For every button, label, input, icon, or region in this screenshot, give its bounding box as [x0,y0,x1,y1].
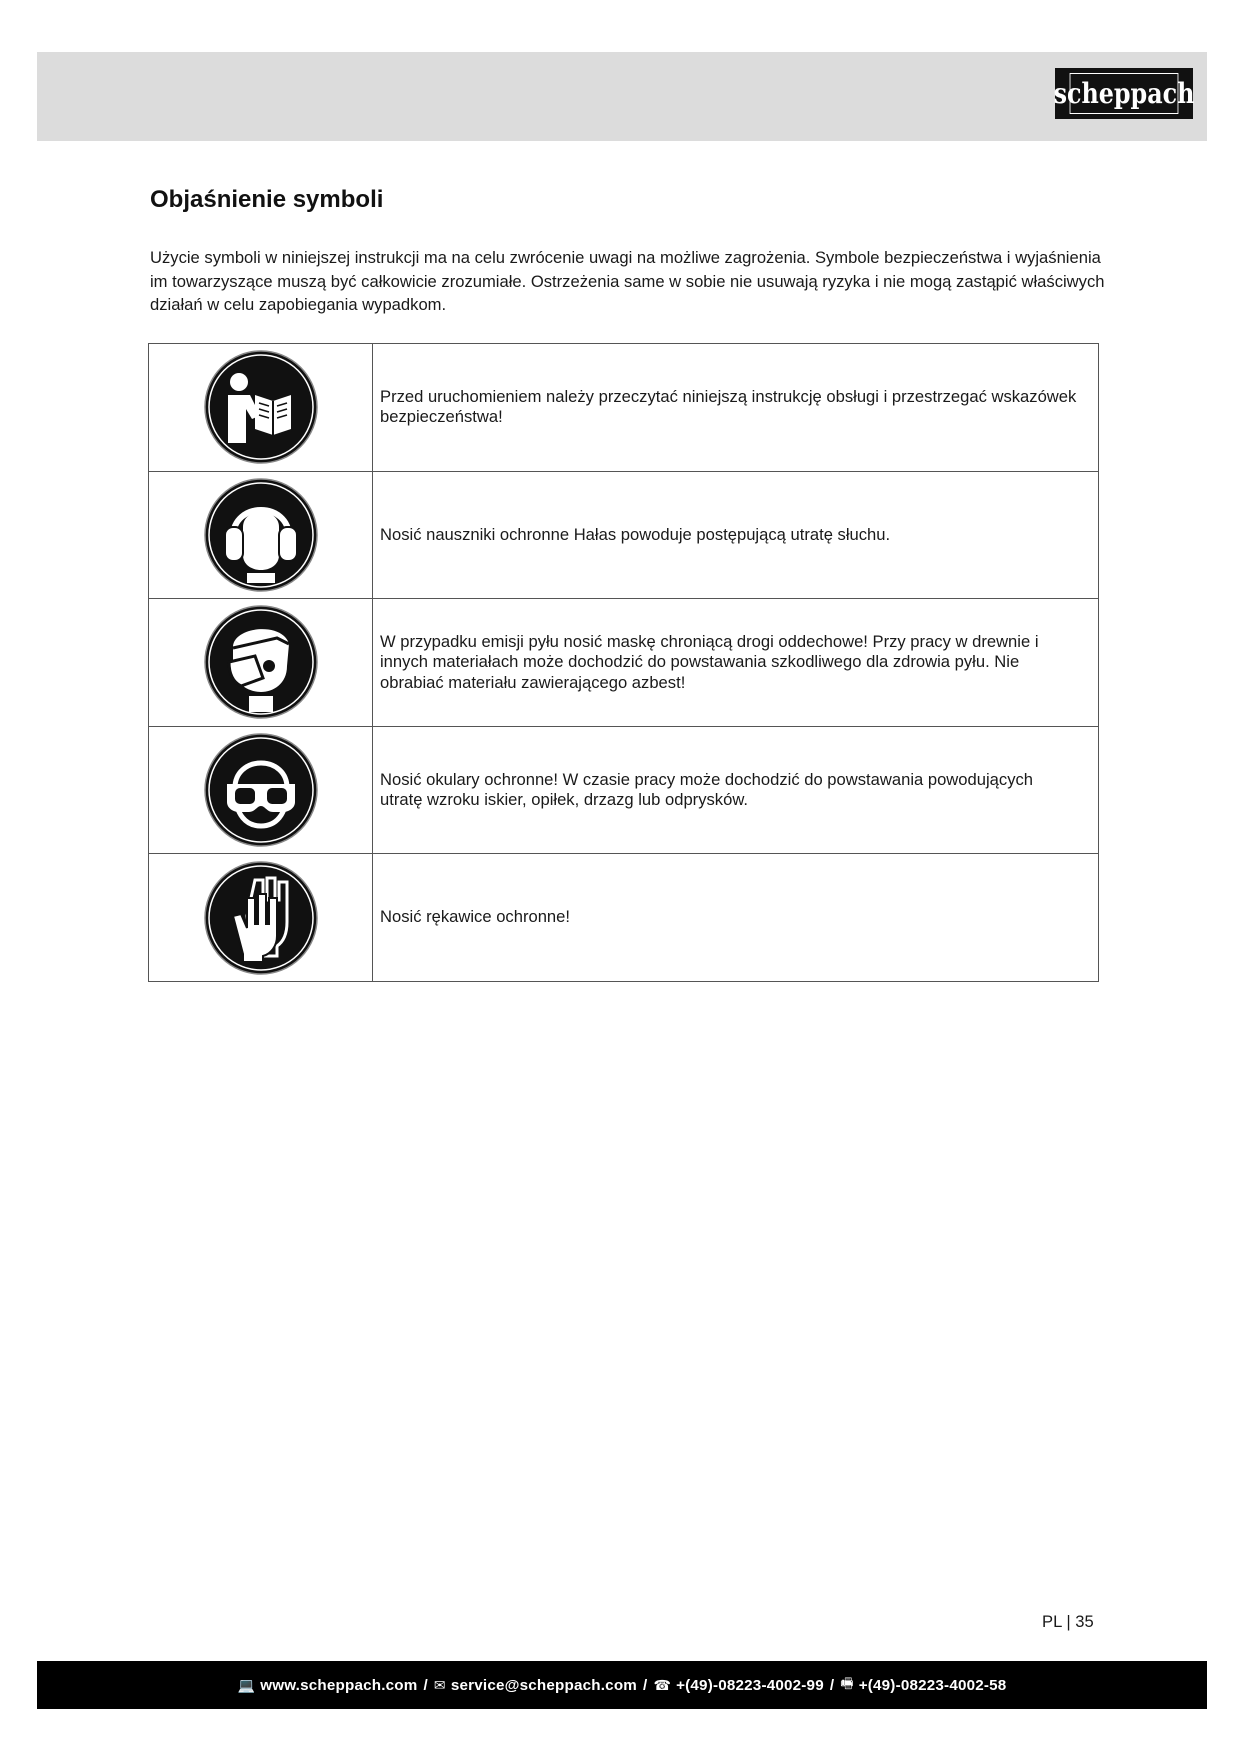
symbol-row [149,344,1099,472]
read-manual-icon [203,349,319,465]
footer-phone: +(49)-08223-4002-99 [676,1676,824,1694]
symbol-description: Nosić rękawice ochronne! [373,854,1099,982]
safety-goggles-icon [203,732,319,848]
intro-paragraph: Użycie symboli w niniejszej instrukcji ma na celu zwrócenie uwagi na możliwe zagrożenia. Symbole bezpieczeństwa i wyjaśnienia im towarzyszące muszą być całkowicie zrozumiałe. Ostrzeżenia same w sobie nie usuwają ryzyka i nie mogą zastąpić właściwych działań w celu zapobiegania wypadkom. [150,248,1105,314]
symbol-row [149,854,1099,982]
fax-icon: 🖷 [840,1675,854,1691]
header-band [37,52,1207,141]
page-number-value: 35 [1075,1612,1094,1631]
phone-icon: ☎ [653,1676,672,1693]
email-icon: ✉ [433,1676,446,1693]
symbol-description: Nosić okulary ochronne! W czasie pracy może dochodzić do powstawania powodujących utratę wzroku iskier, opiłek, drzazg lub odprysków. [373,726,1099,854]
symbol-table [148,343,1099,982]
page-lang: PL [1042,1612,1062,1631]
footer-separator: / [423,1676,428,1694]
page-number [1042,1612,1094,1632]
symbol-row [149,726,1099,854]
footer-fax: +(49)-08223-4002-58 [858,1676,1007,1694]
footer-band [37,1661,1207,1709]
symbol-row [149,599,1099,727]
protective-gloves-icon [203,860,319,976]
footer-separator: / [643,1676,648,1694]
scheppach-logo [1055,68,1193,119]
page-divider: | [1066,1612,1071,1631]
symbol-description: W przypadku emisji pyłu nosić maskę chroniącą drogi oddechowe! Przy pracy w drewnie i innych materiałach może dochodzić do powstawania szkodliwego dla zdrowia pyłu. Nie obrabiać materiału zawierającego azbest! [373,599,1099,727]
symbol-row [149,471,1099,599]
section-title: Objaśnienie symboli [150,186,384,213]
logo-text: scheppach [1070,73,1179,114]
website-icon: 💻 [237,1676,256,1693]
dust-mask-icon [203,604,319,720]
symbol-description: Nosić nauszniki ochronne Hałas powoduje postępującą utratę słuchu. [373,471,1099,599]
footer-website[interactable]: www.scheppach.com [260,1676,418,1694]
symbol-description: Przed uruchomieniem należy przeczytać niniejszą instrukcję obsługi i przestrzegać wskazówek bezpieczeństwa! [373,344,1099,472]
footer-separator: / [829,1676,835,1694]
footer-email[interactable]: service@scheppach.com [450,1676,638,1694]
ear-protection-icon [203,477,319,593]
